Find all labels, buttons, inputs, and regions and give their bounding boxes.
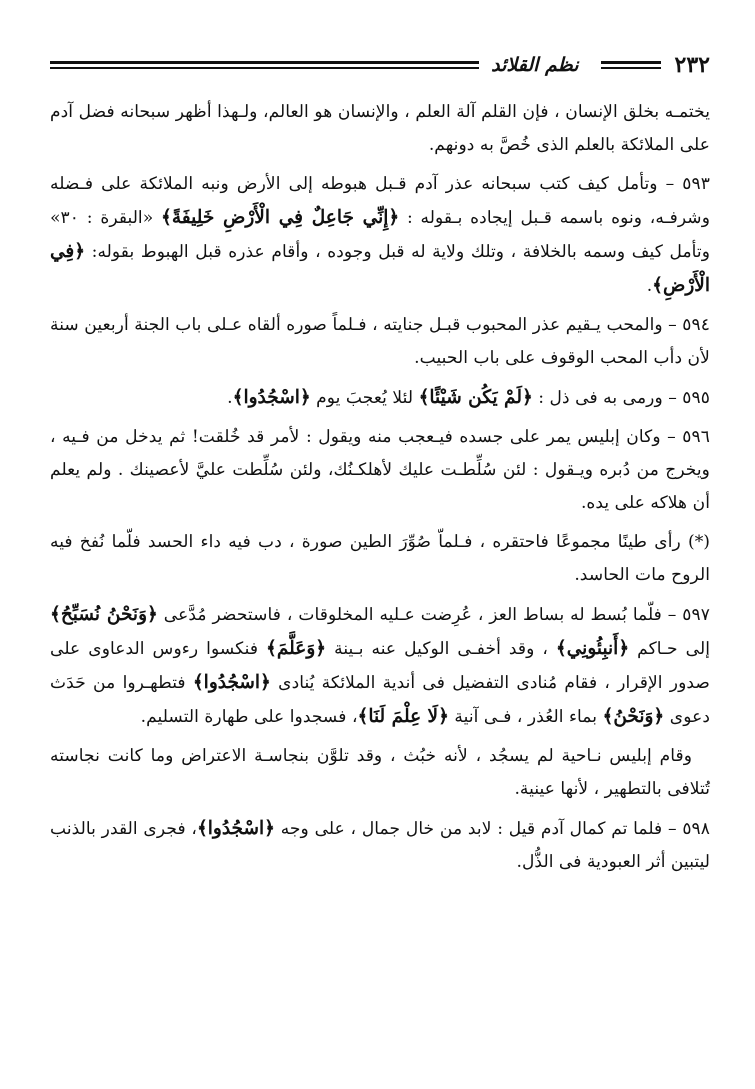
paragraph-text: إلى حـاكم: [629, 639, 710, 659]
paragraph-text: ، فسجدوا على طهارة التسليم.: [140, 707, 358, 727]
paragraph-597: [50, 598, 710, 734]
paragraph-593: [50, 168, 710, 303]
running-title: نظم القلائد: [491, 54, 579, 76]
paragraph-596: [50, 421, 710, 520]
page-body: [50, 96, 710, 879]
paragraph-text: ٥٩٥ – ورمى به فى ذل :: [532, 388, 710, 408]
quran-verse: ﴿فِي الْأَرْضِ﴾: [50, 241, 710, 296]
paragraph-text: .: [227, 388, 233, 408]
paragraph-star: [50, 526, 710, 592]
book-page: [50, 44, 710, 1054]
quran-verse: ﴿وَعَلَّمَ﴾: [266, 638, 327, 659]
quran-verse: ﴿اسْجُدُوا﴾: [192, 672, 271, 693]
paragraph-iblis: [50, 740, 710, 806]
quran-verse: ﴿اسْجُدُوا﴾: [232, 387, 311, 408]
paragraph-text: ٥٩٤ – والمحب يـقيم عذر المحبوب قبـل جنايته ، فـلماً صوره ألقاه عـلى باب الجنة أربعين سنة لأن دأب المحب الوقوف على باب الحبيب.: [50, 315, 710, 368]
paragraph-text: ٥٩٣ – وتأمل كيف كتب سبحانه عذر آدم قـبل هبوطه إلى الأرض ونبه الملائكة على فـضله وشرفـه، ونوه باسمه قـبل إيجاده بـقوله :: [50, 174, 711, 228]
paragraph-594: [50, 309, 710, 375]
paragraph-text: (*) رأى طينًا مجموعًا فاحتقره ، فـلماّ صُوِّرَ الطين صورة ، دب فيه داء الحسد فلّما نُفخ فيه الروح مات الحاسد.: [50, 532, 710, 585]
paragraph-text: لئلا يُعجبَ يوم: [310, 388, 419, 408]
quran-verse: ﴿إِنِّي جَاعِلٌ فِي الْأَرْضِ خَلِيفَةً﴾: [161, 207, 400, 228]
paragraph-598: [50, 812, 710, 879]
quran-verse: ﴿وَنَحْنُ﴾: [602, 706, 665, 727]
paragraph-595: [50, 381, 710, 415]
paragraph-text: ، فجرى القدر بالذنب ليتبين أثر العبودية فى الذُّل.: [50, 819, 710, 872]
quran-verse: ﴿أَنبِئُونِي﴾: [555, 638, 630, 659]
paragraph-text: ٥٩٦ – وكان إبليس يمر على جسده فيـعجب منه ويقول : لأمر قد خُلقت! ثم يدخل من فـيه ، ويخرج من دُبره ويـقول : لئن سُلِّطـت عليك لأهلكـنُك، ولئن سُلِّطت عليَّ لأعصينك . ولم يعلم أن هلاكه على يده.: [50, 427, 710, 513]
paragraph-text: ، وقد أخفـى الوكيل عنه بـينة: [326, 639, 556, 659]
paragraph-text: بماء العُذر ، فـى آنية: [448, 707, 603, 727]
paragraph-text: يختمـه بخلق الإنسان ، فإن القلم آلة العلم ، والإنسان هو العالم، ولـهذا أظهر سبحانه فضل آدم على الملائكة بالعلم الذى خُصَّ به دونهم.: [50, 102, 710, 155]
page-number: ٢٣٢: [674, 52, 710, 78]
quran-verse: ﴿اسْجُدُوا﴾: [196, 818, 275, 839]
paragraph-text: ٥٩٧ – فلّما بُسط له بساط العز ، عُرِضت عـليه المخلوقات ، فاستحضر مُدَّعى: [157, 605, 710, 625]
paragraph-intro: [50, 96, 710, 162]
paragraph-text: فتطهـروا من حَدَث دعوى: [50, 673, 710, 727]
paragraph-text: .: [646, 276, 653, 296]
paragraph-text: وقام إبليس نـاحية لم يسجُد ، لأنه خبُث ، وقد تلوَّن بنجاسـة الاعتراض وما كانت نجاسته تُتلافى بالتطهير ، لأنها عينية.: [50, 746, 710, 799]
paragraph-text: ٥٩٨ – فلما تم كمال آدم قيل : لابد من خال جمال ، على وجه: [274, 819, 711, 839]
header-rule-short: [601, 61, 661, 69]
quran-verse: ﴿لَمْ يَكُن شَيْئًا﴾: [418, 387, 533, 408]
header-rule-long: [50, 61, 479, 69]
quran-verse: ﴿لَا عِلْمَ لَنَا﴾: [357, 706, 449, 727]
paragraph-text: «البقرة : ٣٠» وتأمل كيف وسمه بالخلافة ، وتلك ولاية له قبل وجوده ، وأقام عذره قبل الهبوط بقوله:: [50, 208, 710, 262]
quran-verse: ﴿وَنَحْنُ نُسَبِّحُ﴾: [50, 604, 158, 625]
paragraph-text: فنكسوا رءوس الدعاوى على صدور الإقرار ، فقام مُنادى التفضيل فى أندية الملائكة يُنادى: [50, 639, 710, 693]
page-header: [50, 44, 710, 86]
